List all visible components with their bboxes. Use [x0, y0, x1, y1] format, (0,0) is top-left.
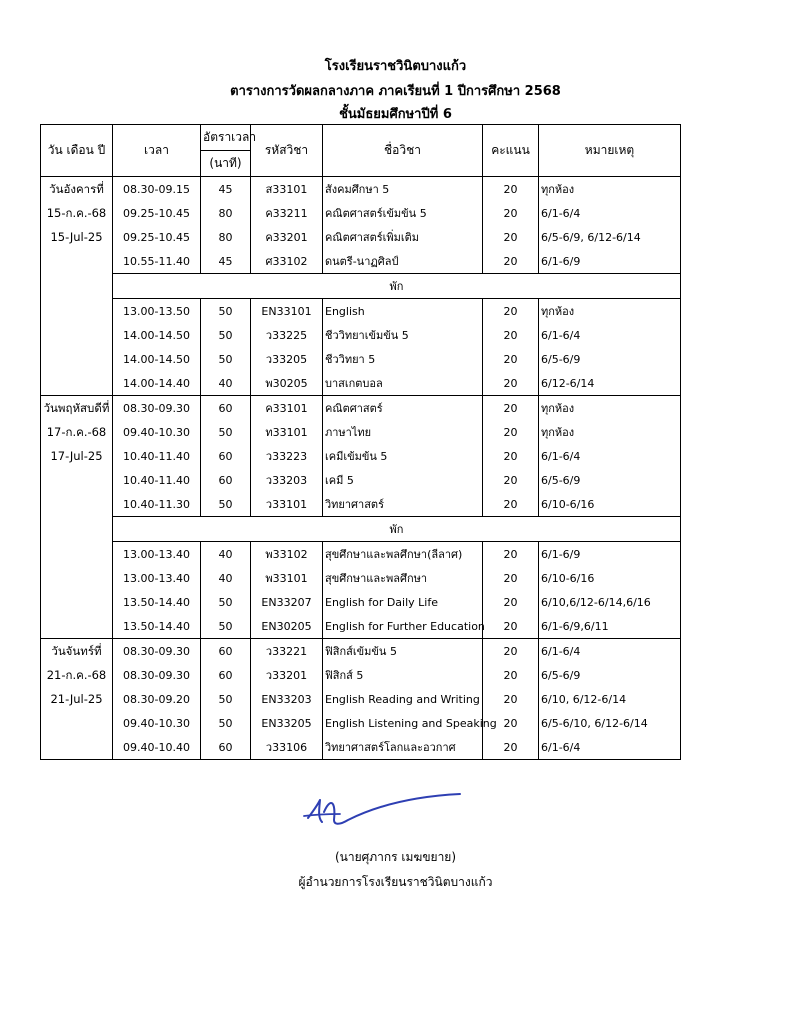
code-cell: ค33101: [251, 396, 323, 421]
remark-cell: ทุกห้อง: [539, 299, 681, 324]
exam-row: [41, 299, 681, 324]
duration-cell: 40: [201, 371, 251, 396]
score-cell: 20: [483, 542, 539, 567]
remark-cell: 6/1-6/4: [539, 735, 681, 760]
duration-cell: 45: [201, 249, 251, 274]
date-day: วันจันทร์ที่: [51, 644, 102, 658]
signatory-position: ผู้อำนวยการโรงเรียนราชวินิตบางแก้ว: [298, 875, 493, 889]
date-day: วันพฤหัสบดีที่: [43, 401, 110, 415]
score-cell: 20: [483, 468, 539, 492]
subject-cell: ดนตรี-นาฏศิลป์: [323, 249, 483, 274]
signature-image: [300, 790, 465, 840]
time-cell: 13.00-13.40: [113, 542, 201, 567]
exam-row: [41, 566, 681, 590]
exam-row: [41, 347, 681, 371]
score-cell: 20: [483, 566, 539, 590]
time-cell: 08.30-09.20: [113, 687, 201, 711]
code-cell: EN33203: [251, 687, 323, 711]
duration-cell: 80: [201, 201, 251, 225]
duration-cell: 50: [201, 492, 251, 517]
code-cell: ว33101: [251, 492, 323, 517]
time-cell: 10.40-11.40: [113, 444, 201, 468]
remark-cell: 6/5-6/9: [539, 663, 681, 687]
remark-cell: 6/10-6/16: [539, 492, 681, 517]
remark-cell: 6/1-6/4: [539, 201, 681, 225]
time-cell: 09.40-10.40: [113, 735, 201, 760]
exam-row: [41, 225, 681, 249]
column-header-subject: ชื่อวิชา: [323, 125, 483, 177]
subject-cell: สังคมศึกษา 5: [323, 177, 483, 202]
score-cell: 20: [483, 590, 539, 614]
subject-cell: บาสเกตบอล: [323, 371, 483, 396]
score-cell: 20: [483, 492, 539, 517]
subject-cell: ชีววิทยาเข้มข้น 5: [323, 323, 483, 347]
date-cell: [41, 396, 113, 639]
time-cell: 13.00-13.50: [113, 299, 201, 324]
code-cell: ว33221: [251, 639, 323, 664]
score-cell: 20: [483, 420, 539, 444]
score-cell: 20: [483, 299, 539, 324]
remark-cell: 6/12-6/14: [539, 371, 681, 396]
duration-cell: 60: [201, 663, 251, 687]
subject-cell: ฟิสิกส์เข้มข้น 5: [323, 639, 483, 664]
exam-row: [41, 444, 681, 468]
exam-row: [41, 663, 681, 687]
remark-cell: ทุกห้อง: [539, 420, 681, 444]
time-cell: 10.55-11.40: [113, 249, 201, 274]
duration-cell: 40: [201, 566, 251, 590]
duration-cell: 60: [201, 639, 251, 664]
subject-cell: สุขศึกษาและพลศึกษา: [323, 566, 483, 590]
subject-cell: สุขศึกษาและพลศึกษา(ลีลาศ): [323, 542, 483, 567]
remark-cell: 6/1-6/9: [539, 249, 681, 274]
duration-cell: 50: [201, 347, 251, 371]
break-label: พัก: [113, 517, 681, 542]
time-cell: 08.30-09.30: [113, 639, 201, 664]
exam-row: [41, 323, 681, 347]
code-cell: ว33201: [251, 663, 323, 687]
subject-cell: เคมี 5: [323, 468, 483, 492]
subject-cell: คณิตศาสตร์: [323, 396, 483, 421]
date-date-th: 15-ก.ค.-68: [46, 206, 107, 220]
subject-cell: English Listening and Speaking: [323, 711, 483, 735]
exam-row: [41, 711, 681, 735]
duration-cell: 40: [201, 542, 251, 567]
break-row: [41, 274, 681, 299]
exam-row: [41, 468, 681, 492]
code-cell: ว33225: [251, 323, 323, 347]
date-day: วันอังคารที่: [49, 182, 104, 196]
remark-cell: 6/1-6/4: [539, 323, 681, 347]
code-cell: ศ33102: [251, 249, 323, 274]
exam-row: [41, 687, 681, 711]
date-cell: [41, 639, 113, 760]
column-header-remark: หมายเหตุ: [539, 125, 681, 177]
duration-cell: 80: [201, 225, 251, 249]
duration-cell: 45: [201, 177, 251, 202]
code-cell: ว33106: [251, 735, 323, 760]
remark-cell: ทุกห้อง: [539, 177, 681, 202]
time-cell: 08.30-09.30: [113, 663, 201, 687]
code-cell: ว33205: [251, 347, 323, 371]
duration-cell: 50: [201, 590, 251, 614]
remark-cell: 6/1-6/4: [539, 444, 681, 468]
date-cell: [41, 177, 113, 396]
remark-cell: 6/5-6/9: [539, 347, 681, 371]
column-header-score: คะแนน: [483, 125, 539, 177]
score-cell: 20: [483, 201, 539, 225]
subject-cell: English: [323, 299, 483, 324]
score-cell: 20: [483, 663, 539, 687]
time-cell: 09.40-10.30: [113, 420, 201, 444]
time-cell: 14.00-14.50: [113, 323, 201, 347]
duration-cell: 50: [201, 614, 251, 639]
subject-cell: วิทยาศาสตร์โลกและอวกาศ: [323, 735, 483, 760]
time-cell: 10.40-11.30: [113, 492, 201, 517]
time-cell: 10.40-11.40: [113, 468, 201, 492]
code-cell: EN33205: [251, 711, 323, 735]
score-cell: 20: [483, 735, 539, 760]
duration-cell: 60: [201, 468, 251, 492]
time-cell: 13.50-14.40: [113, 614, 201, 639]
score-cell: 20: [483, 177, 539, 202]
subject-cell: วิทยาศาสตร์: [323, 492, 483, 517]
column-header-code: รหัสวิชา: [251, 125, 323, 177]
duration-cell: 50: [201, 420, 251, 444]
duration-cell: 50: [201, 299, 251, 324]
exam-schedule-table: [40, 124, 681, 760]
subject-cell: ภาษาไทย: [323, 420, 483, 444]
exam-row: [41, 371, 681, 396]
score-cell: 20: [483, 323, 539, 347]
code-cell: ว33203: [251, 468, 323, 492]
break-label: พัก: [113, 274, 681, 299]
time-cell: 09.25-10.45: [113, 225, 201, 249]
code-cell: EN33101: [251, 299, 323, 324]
score-cell: 20: [483, 225, 539, 249]
column-header-duration-unit: (นาที): [201, 151, 251, 177]
remark-cell: 6/1-6/9: [539, 542, 681, 567]
duration-cell: 50: [201, 687, 251, 711]
subject-cell: เคมีเข้มข้น 5: [323, 444, 483, 468]
date-date-th: 17-ก.ค.-68: [46, 425, 107, 439]
code-cell: พ33102: [251, 542, 323, 567]
remark-cell: 6/5-6/10, 6/12-6/14: [539, 711, 681, 735]
exam-row: [41, 249, 681, 274]
duration-cell: 60: [201, 735, 251, 760]
subject-cell: คณิตศาสตร์เข้มข้น 5: [323, 201, 483, 225]
time-cell: 13.50-14.40: [113, 590, 201, 614]
remark-cell: 6/10-6/16: [539, 566, 681, 590]
remark-cell: 6/10, 6/12-6/14: [539, 687, 681, 711]
day-block: [41, 639, 681, 760]
exam-row: [41, 177, 681, 202]
score-cell: 20: [483, 614, 539, 639]
remark-cell: 6/5-6/9, 6/12-6/14: [539, 225, 681, 249]
time-cell: 14.00-14.50: [113, 347, 201, 371]
column-header-date: วัน เดือน ปี: [41, 125, 113, 177]
remark-cell: 6/5-6/9: [539, 468, 681, 492]
duration-cell: 60: [201, 444, 251, 468]
time-cell: 09.40-10.30: [113, 711, 201, 735]
code-cell: EN33207: [251, 590, 323, 614]
duration-cell: 50: [201, 323, 251, 347]
date-date-en: 21-Jul-25: [50, 692, 103, 706]
column-header-time: เวลา: [113, 125, 201, 177]
score-cell: 20: [483, 396, 539, 421]
remark-cell: 6/10,6/12-6/14,6/16: [539, 590, 681, 614]
exam-row: [41, 492, 681, 517]
subject-cell: ชีววิทยา 5: [323, 347, 483, 371]
exam-row: [41, 201, 681, 225]
code-cell: ท33101: [251, 420, 323, 444]
subject-cell: English for Further Education: [323, 614, 483, 639]
date-date-en: 15-Jul-25: [50, 230, 103, 244]
time-cell: 13.00-13.40: [113, 566, 201, 590]
code-cell: EN30205: [251, 614, 323, 639]
grade-level: ชั้นมัธยมศึกษาปีที่ 6: [339, 107, 452, 122]
subject-cell: คณิตศาสตร์เพิ่มเติม: [323, 225, 483, 249]
exam-row: [41, 420, 681, 444]
code-cell: ค33211: [251, 201, 323, 225]
time-cell: 08.30-09.30: [113, 396, 201, 421]
remark-cell: ทุกห้อง: [539, 396, 681, 421]
exam-row: [41, 735, 681, 760]
time-cell: 14.00-14.40: [113, 371, 201, 396]
day-block: [41, 396, 681, 639]
time-cell: 09.25-10.45: [113, 201, 201, 225]
signatory-name: (นายศุภากร เมฆขยาย): [334, 850, 457, 864]
code-cell: พ33101: [251, 566, 323, 590]
score-cell: 20: [483, 639, 539, 664]
school-name: โรงเรียนราชวินิตบางแก้ว: [324, 59, 467, 74]
score-cell: 20: [483, 711, 539, 735]
code-cell: พ30205: [251, 371, 323, 396]
score-cell: 20: [483, 347, 539, 371]
code-cell: ค33201: [251, 225, 323, 249]
date-date-en: 17-Jul-25: [50, 449, 103, 463]
remark-cell: 6/1-6/9,6/11: [539, 614, 681, 639]
exam-row: [41, 396, 681, 421]
code-cell: ส33101: [251, 177, 323, 202]
score-cell: 20: [483, 687, 539, 711]
remark-cell: 6/1-6/4: [539, 639, 681, 664]
exam-row: [41, 639, 681, 664]
break-row: [41, 517, 681, 542]
time-cell: 08.30-09.15: [113, 177, 201, 202]
date-date-th: 21-ก.ค.-68: [46, 668, 107, 682]
score-cell: 20: [483, 444, 539, 468]
schedule-title: ตารางการวัดผลกลางภาค ภาคเรียนที่ 1 ปีการศึกษา 2568: [230, 84, 561, 99]
exam-row: [41, 614, 681, 639]
exam-row: [41, 542, 681, 567]
duration-cell: 60: [201, 396, 251, 421]
day-block: [41, 177, 681, 396]
subject-cell: English for Daily Life: [323, 590, 483, 614]
column-header-duration: อัตราเวลา: [201, 125, 251, 151]
subject-cell: ฟิสิกส์ 5: [323, 663, 483, 687]
duration-cell: 50: [201, 711, 251, 735]
subject-cell: English Reading and Writing: [323, 687, 483, 711]
score-cell: 20: [483, 249, 539, 274]
exam-row: [41, 590, 681, 614]
code-cell: ว33223: [251, 444, 323, 468]
score-cell: 20: [483, 371, 539, 396]
